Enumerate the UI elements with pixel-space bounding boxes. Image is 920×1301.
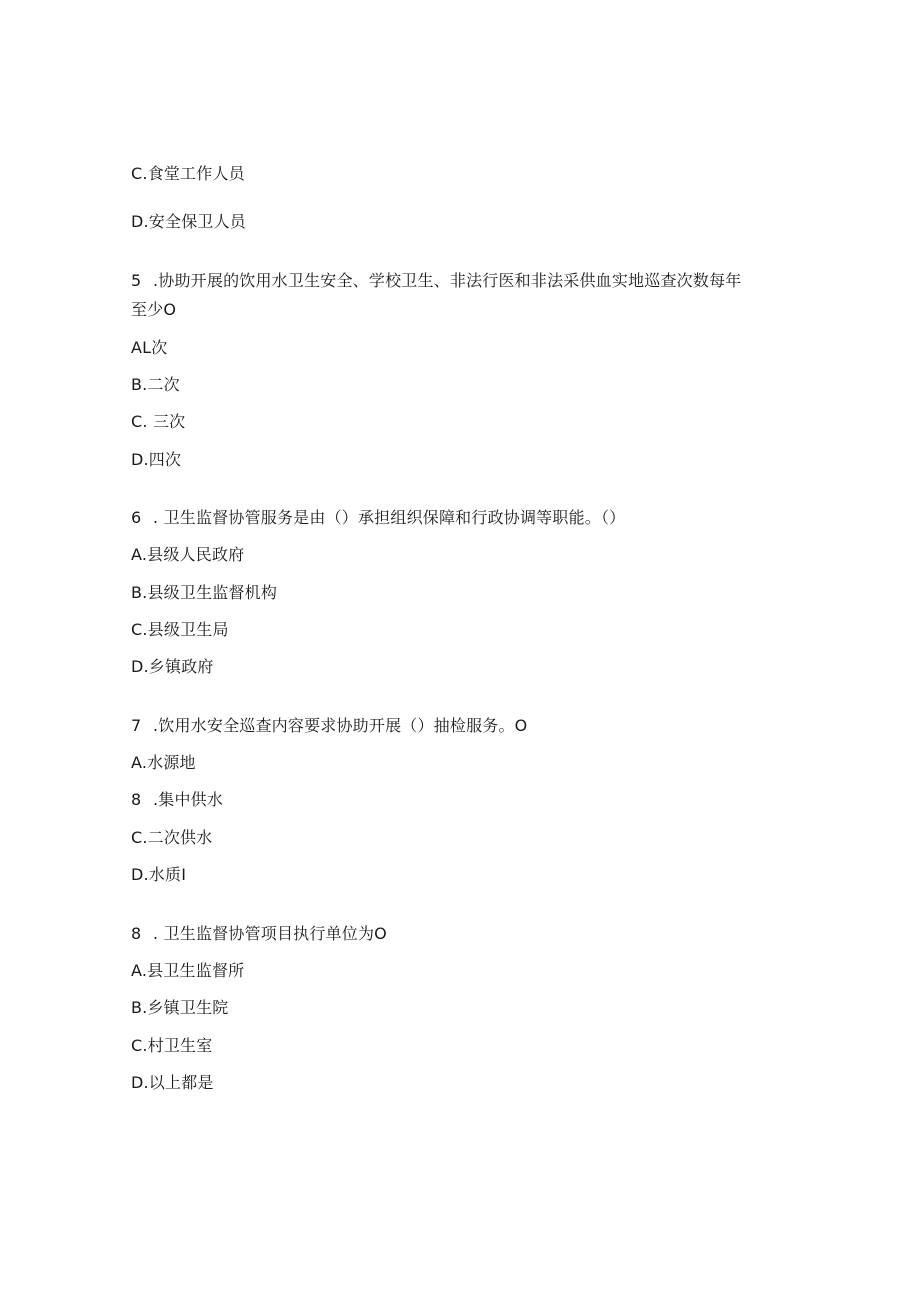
q5-option-b: B.二次 xyxy=(131,375,180,394)
q6-number: 6 xyxy=(131,508,142,527)
q5-number: 5 xyxy=(131,271,142,290)
q5-option-d: D.四次 xyxy=(131,450,182,469)
q6-option-a: A.县级人民政府 xyxy=(131,545,245,564)
q8-option-d: D.以上都是 xyxy=(131,1073,214,1092)
q8-stem-text: . 卫生监督协管项目执行单位为O xyxy=(153,924,387,943)
q6-stem xyxy=(131,508,625,528)
q7-option-b-number: 8 xyxy=(131,790,142,809)
q7-stem xyxy=(131,716,527,736)
q8-option-a: A.县卫生监督所 xyxy=(131,961,245,980)
q5-stem-line2: 至少O xyxy=(131,300,177,319)
q7-option-c: C.二次供水 xyxy=(131,828,213,847)
q8-option-b: B.乡镇卫生院 xyxy=(131,998,229,1017)
q4-option-d: D.安全保卫人员 xyxy=(131,212,247,231)
q8-number: 8 xyxy=(131,924,142,943)
q6-option-b: B.县级卫生监督机构 xyxy=(131,583,278,602)
q7-stem-text: .饮用水安全巡查内容要求协助开展（）抽检服务。O xyxy=(153,716,528,735)
q6-option-d: D.乡镇政府 xyxy=(131,657,214,676)
q8-stem xyxy=(131,924,387,944)
q7-option-d: D.水质I xyxy=(131,865,187,884)
q5-stem-line1 xyxy=(131,271,742,291)
q5-stem-text: .协助开展的饮用水卫生安全、学校卫生、非法行医和非法采供血实地巡查次数每年 xyxy=(153,271,742,290)
q5-option-a: AL次 xyxy=(131,338,168,357)
q7-option-b-text: .集中供水 xyxy=(153,790,224,809)
q4-option-c: C.食堂工作人员 xyxy=(131,164,245,183)
q5-option-c: C. 三次 xyxy=(131,412,186,431)
q7-option-a: A.水源地 xyxy=(131,753,196,772)
q7-option-b xyxy=(131,790,223,810)
q7-number: 7 xyxy=(131,716,142,735)
q6-option-c: C.县级卫生局 xyxy=(131,620,229,639)
q6-stem-text: . 卫生监督协管服务是由（）承担组织保障和行政协调等职能。（） xyxy=(153,508,626,527)
q8-option-c: C.村卫生室 xyxy=(131,1036,213,1055)
